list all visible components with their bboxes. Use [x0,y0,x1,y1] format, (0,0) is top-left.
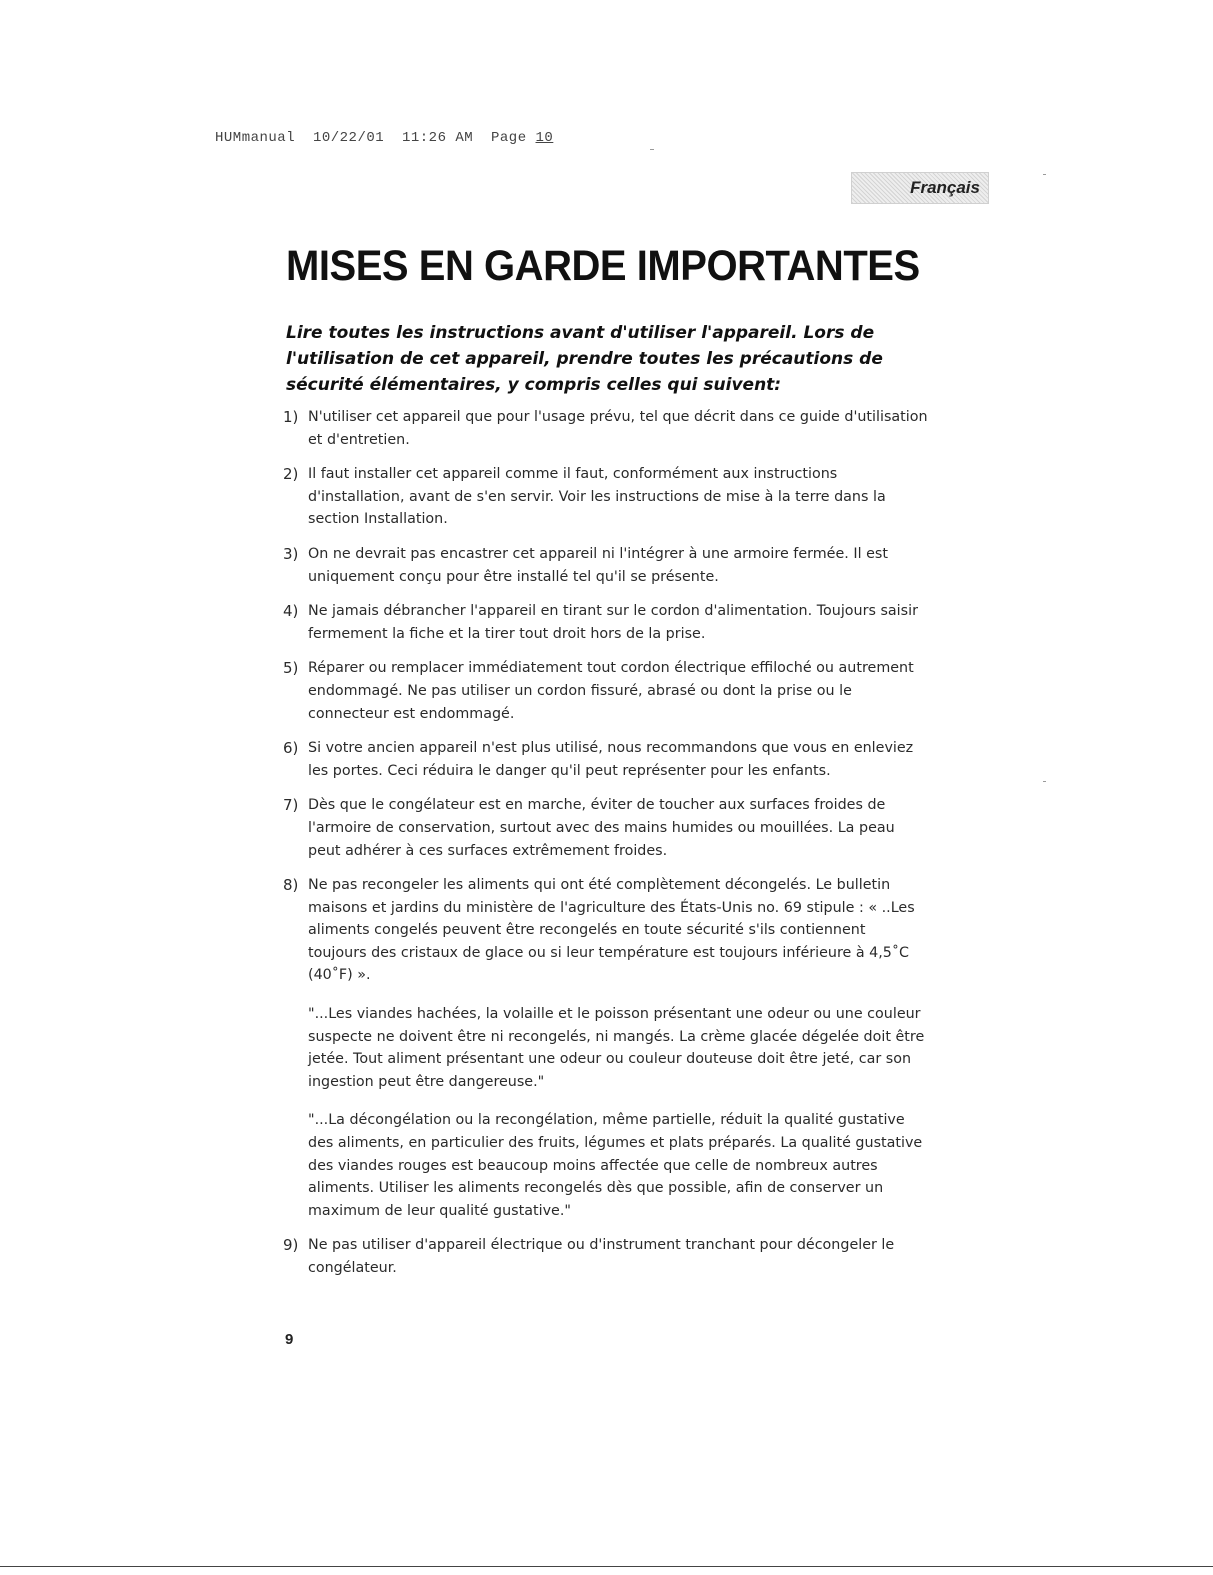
list-item [283,406,928,451]
list-item [283,794,928,862]
item-number: 3) [283,544,299,563]
crop-mark [1043,174,1046,175]
slug-page-num: 10 [535,130,554,146]
slug-date: 10/22/01 [312,130,385,146]
slug-time: 11:26 AM [401,130,474,146]
list-item [283,1234,928,1279]
language-tab [851,172,989,204]
item-text: On ne devrait pas encastrer cet appareil ni l'intégrer à une armoire fermée. Il est uniquement conçu pour être installé tel qu'il se présente. [308,545,888,585]
safety-list [283,406,928,1292]
list-item [283,737,928,782]
item-number: 2) [283,465,299,484]
slug-page-word: Page [491,130,527,146]
quote-paragraph: "...La décongélation ou la recongélation, même partielle, réduit la qualité gustative des aliments, en particulier des fruits, légumes et plats préparés. La qualité gustative des viandes rouges est beaucoup moins affectée que celle de nombreux autres aliments. Utiliser les aliments recongelés dès que possible, afin de conserver un maximum de leur qualité gustative." [308,1112,923,1219]
item-text: Réparer ou remplacer immédiatement tout cordon électrique effiloché ou autrement endommagé. Ne pas utiliser un cordon fissuré, abrasé ou dont la prise ou le connecteur est endommagé. [308,660,914,722]
item-number: 5) [283,659,299,678]
item-number: 4) [283,602,299,621]
page-number: 9 [285,1331,294,1348]
item-text: Ne pas utiliser d'appareil électrique ou d'instrument tranchant pour décongeler le congélateur. [308,1237,895,1276]
item-number: 1) [283,408,299,426]
list-item [283,600,928,645]
language-tab-label: Français [910,178,980,197]
list-item [283,657,928,725]
item-number: 7) [283,796,299,815]
item-number: 9) [283,1236,299,1255]
item-number: 6) [283,739,299,758]
slug-file: HUMmanual [215,130,296,146]
list-item [283,463,928,531]
list-item [283,543,928,588]
item-text: Si votre ancien appareil n'est plus utilisé, nous recommandons que vous en enleviez les portes. Ceci réduira le danger qu'il peut représenter pour les enfants. [308,740,914,779]
intro-paragraph: Lire toutes les instructions avant d'utiliser l'appareil. Lors de l'utilisation de cet appareil, prendre toutes les précautions de sécurité élémentaires, y compris celles qui suivent: [286,323,883,395]
list-item [283,874,928,1222]
item-text: Ne pas recongeler les aliments qui ont été complètement décongelés. Le bulletin maisons et jardins du ministère de l'agriculture des États-Unis no. 69 stipule : « ..Les aliments congelés peuvent être recongelés en toute sécurité s'ils contiennent toujours des cristaux de glace ou si leur température est toujours inférieure à 4,5˚C (40˚F) ». [308,877,915,984]
item-text: Dès que le congélateur est en marche, éviter de toucher aux surfaces froides de l'armoire de conservation, surtout avec des mains humides ou mouillées. La peau peut adhérer à ces surfaces extrêmement froides. [308,797,895,859]
item-number: 8) [283,876,299,895]
page-title: MISES EN GARDE IMPORTANTES [286,242,920,290]
item-text: N'utiliser cet appareil que pour l'usage prévu, tel que décrit dans ce guide d'utilisation et d'entretien. [308,409,928,448]
crop-mark [1043,781,1046,782]
crop-mark [650,149,654,150]
print-slug [215,130,553,146]
bottom-trim-line [0,1566,1213,1567]
item-text: Il faut installer cet appareil comme il faut, conformément aux instructions d'installation, avant de s'en servir. Voir les instructions de mise à la terre dans la section Installation. [308,466,886,528]
quote-paragraph: "...Les viandes hachées, la volaille et le poisson présentant une odeur ou une couleur suspecte ne doivent être ni recongelés, ni mangés. La crème glacée dégelée doit être jetée. Tout aliment présentant une odeur ou couleur douteuse doit être jeté, car son ingestion peut être dangereuse." [308,1006,925,1090]
item-text: Ne jamais débrancher l'appareil en tirant sur le cordon d'alimentation. Toujours saisir fermement la fiche et la tirer tout droit hors de la prise. [308,603,918,642]
